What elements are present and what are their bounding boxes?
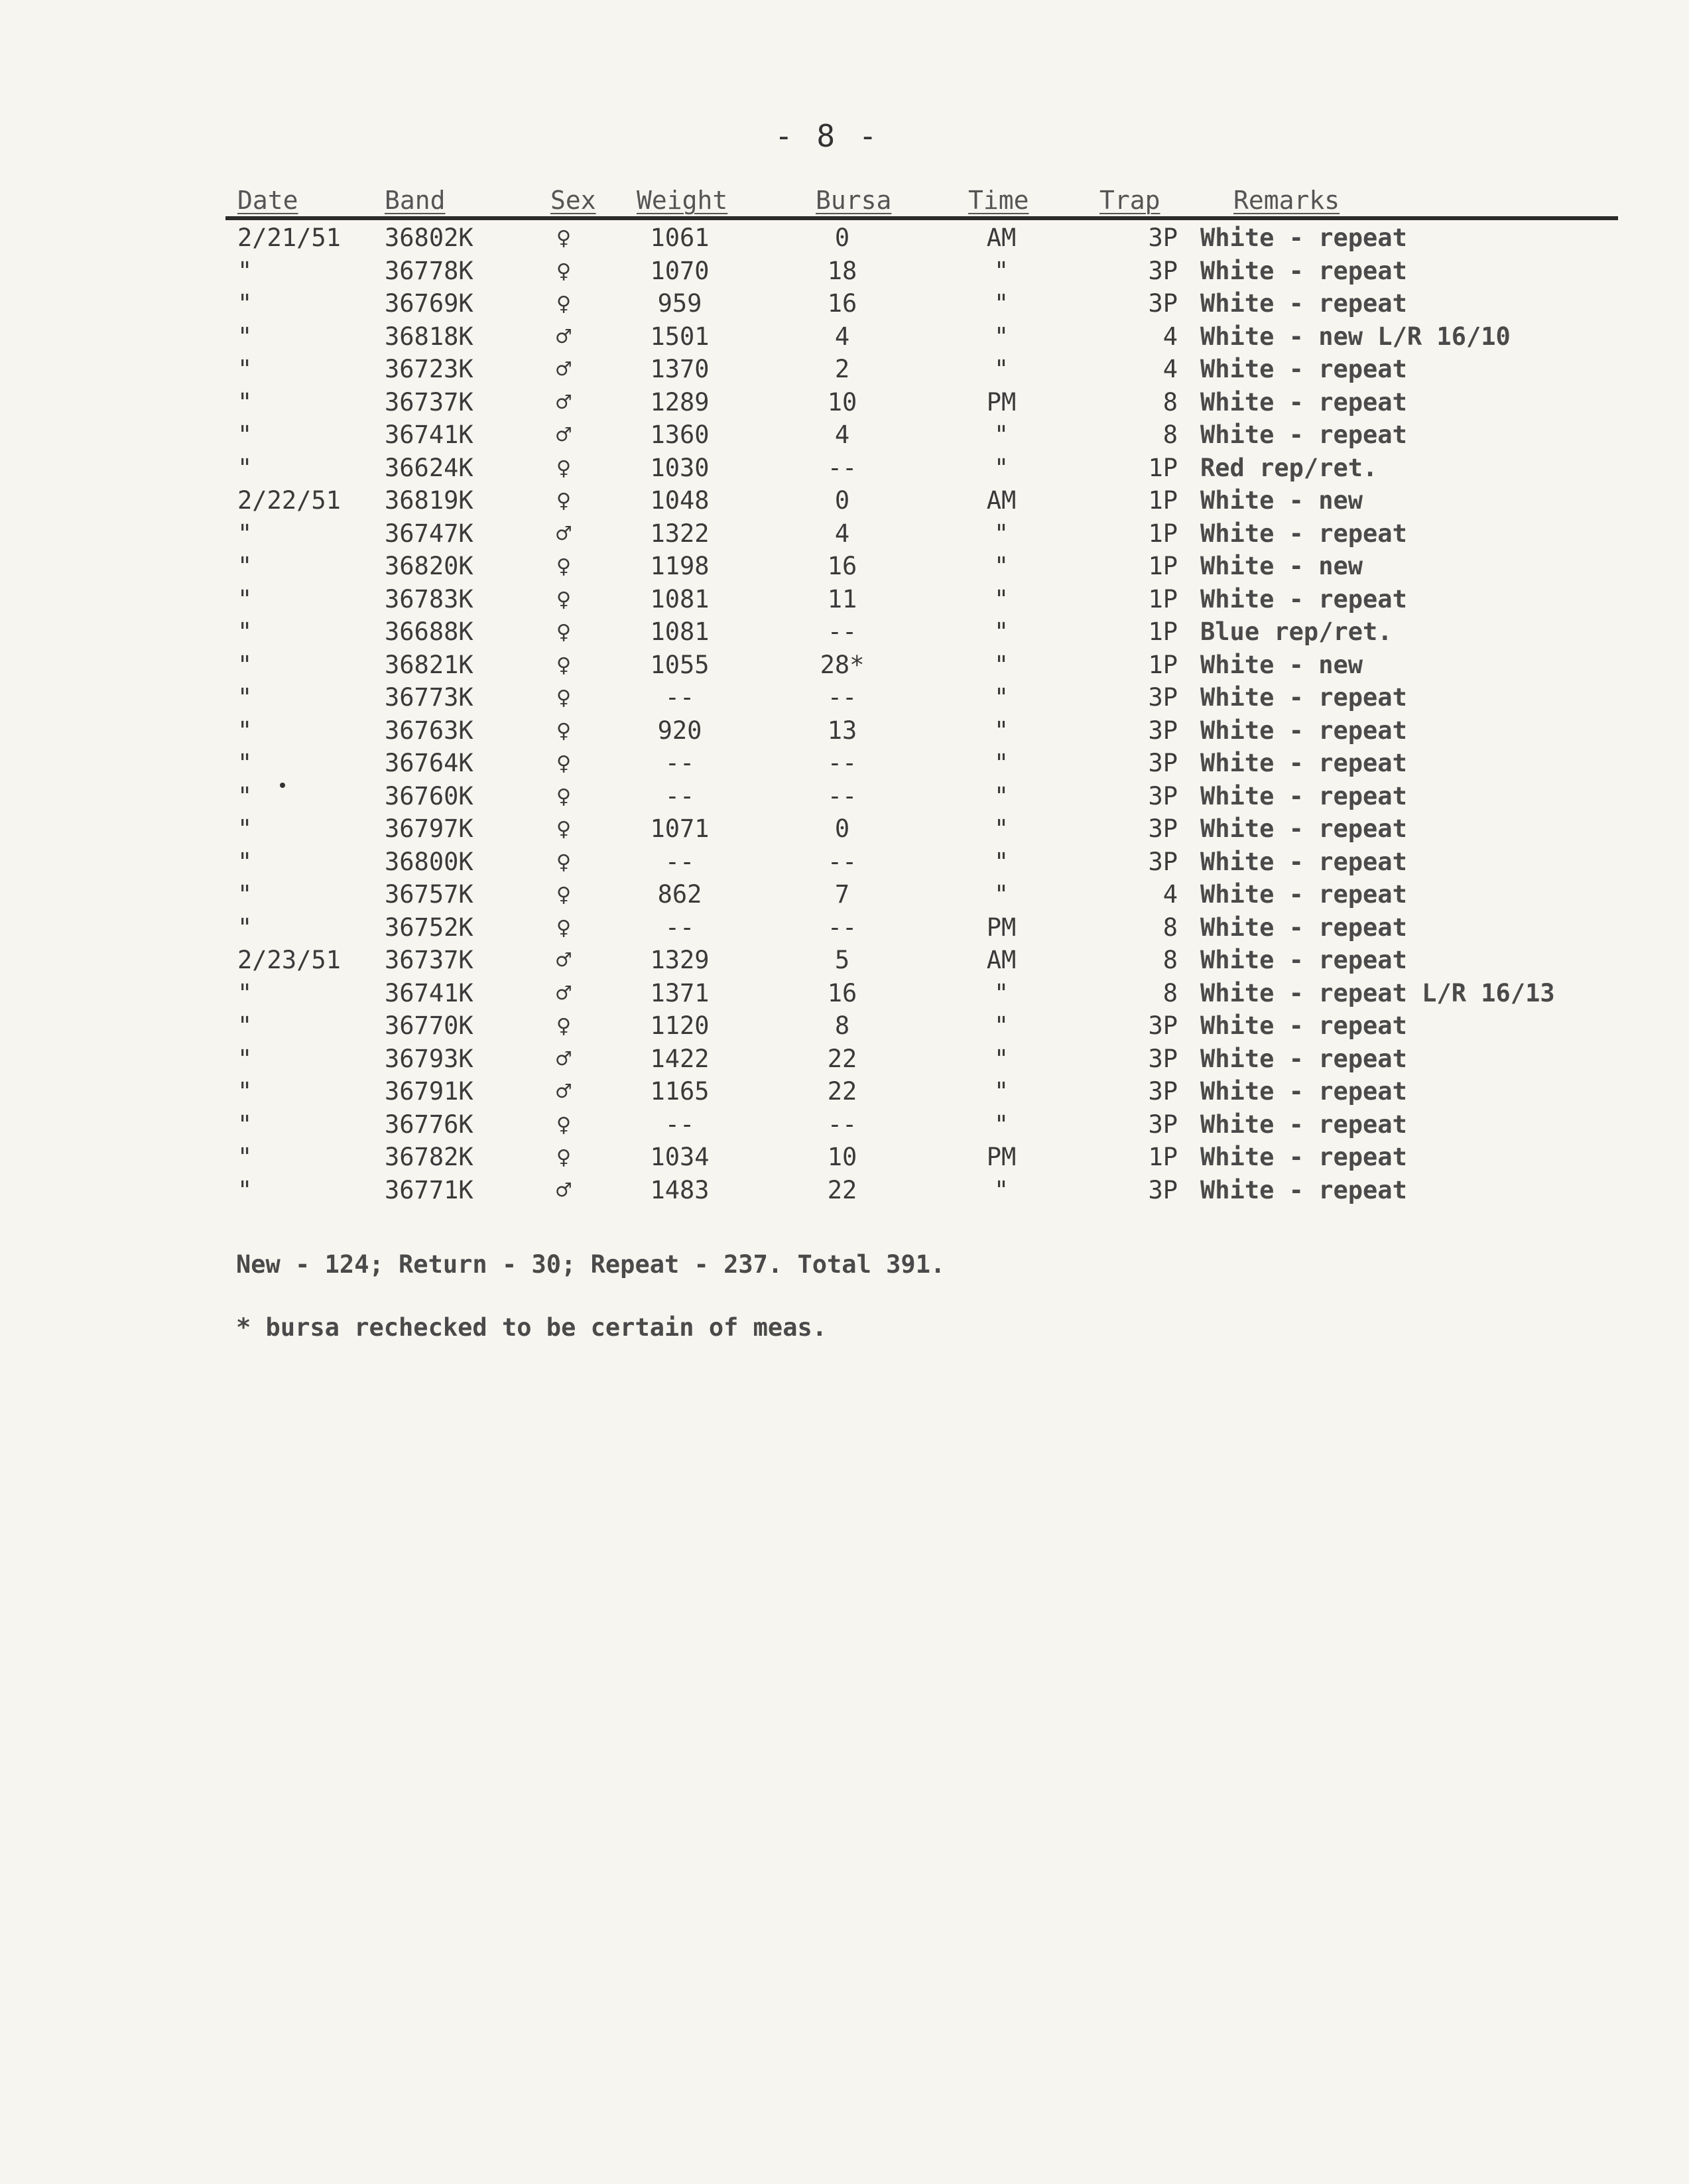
cell-sex: ♀	[556, 650, 572, 679]
cell-trap: 3P	[1148, 847, 1178, 876]
cell-bursa: 22	[827, 1077, 857, 1106]
cell-time: "	[993, 978, 1009, 1007]
cell-bursa: 4	[834, 420, 850, 449]
cell-sex: ♀	[556, 913, 572, 942]
cell-sex: ♀	[556, 749, 572, 777]
cell-remarks: White - repeat	[1200, 355, 1407, 383]
table-row	[225, 911, 1618, 944]
cell-trap: 8	[1162, 913, 1178, 942]
cell-weight: --	[664, 847, 695, 876]
cell-weight: 1034	[650, 1143, 710, 1171]
cell-sex: ♀	[556, 552, 572, 580]
cell-remarks: White - new	[1200, 486, 1363, 515]
table-row	[225, 386, 1618, 419]
cell-weight: 959	[657, 289, 702, 318]
cell-date: "	[237, 814, 253, 843]
cell-date: 2/22/51	[237, 486, 341, 515]
cell-bursa: 18	[827, 256, 857, 285]
header-time: Time	[968, 186, 1029, 215]
cell-time: "	[993, 256, 1009, 285]
table-body	[225, 222, 1618, 1206]
cell-bursa: 4	[834, 519, 850, 548]
cell-sex: ♀	[556, 617, 572, 646]
cell-trap: 3P	[1148, 1077, 1178, 1106]
cell-date: "	[237, 552, 253, 580]
table-row	[225, 255, 1618, 288]
cell-bursa: 13	[827, 716, 857, 745]
table-row	[225, 484, 1618, 517]
cell-remarks: White - repeat	[1200, 256, 1407, 285]
cell-date: "	[237, 453, 253, 482]
table-row	[225, 846, 1618, 879]
cell-weight: 1070	[650, 256, 710, 285]
cell-remarks: White - repeat	[1200, 1044, 1407, 1073]
cell-weight: 920	[657, 716, 702, 745]
table-row	[225, 747, 1618, 780]
cell-bursa: --	[827, 749, 857, 777]
table-header-row	[225, 186, 1618, 220]
cell-bursa: 0	[834, 486, 850, 515]
footnote: * bursa rechecked to be certain of meas.	[236, 1313, 828, 1342]
cell-remarks: White - repeat	[1200, 749, 1407, 777]
cell-remarks: White - repeat	[1200, 584, 1407, 613]
cell-date: "	[237, 847, 253, 876]
cell-sex: ♂	[556, 946, 572, 974]
cell-time: "	[993, 650, 1009, 679]
cell-trap: 3P	[1148, 256, 1178, 285]
cell-trap: 3P	[1148, 1175, 1178, 1204]
cell-date: "	[237, 978, 253, 1007]
cell-remarks: White - new	[1200, 650, 1363, 679]
table-row	[225, 320, 1618, 353]
header-bursa: Bursa	[816, 186, 892, 215]
cell-weight: --	[664, 1110, 695, 1139]
cell-sex: ♀	[556, 814, 572, 843]
cell-trap: 1P	[1148, 453, 1178, 482]
cell-band: 36741K	[385, 420, 473, 449]
table-row	[225, 714, 1618, 747]
cell-band: 36757K	[385, 880, 473, 909]
cell-trap: 8	[1162, 387, 1178, 417]
cell-remarks: White - repeat	[1200, 1143, 1407, 1171]
cell-trap: 3P	[1148, 224, 1178, 252]
cell-band: 36791K	[385, 1077, 473, 1106]
cell-weight: 1371	[650, 978, 710, 1007]
cell-trap: 3P	[1148, 1110, 1178, 1139]
cell-trap: 1P	[1148, 486, 1178, 515]
table-row	[225, 1075, 1618, 1108]
cell-time: AM	[986, 946, 1017, 974]
cell-bursa: --	[827, 617, 857, 646]
cell-sex: ♀	[556, 224, 572, 252]
cell-bursa: 28*	[820, 650, 865, 679]
cell-date: "	[237, 716, 253, 745]
cell-trap: 3P	[1148, 716, 1178, 745]
cell-time: AM	[986, 224, 1017, 252]
cell-band: 36818K	[385, 322, 473, 351]
cell-time: "	[993, 1077, 1009, 1106]
cell-band: 36797K	[385, 814, 473, 843]
cell-time: "	[993, 1110, 1009, 1139]
cell-trap: 3P	[1148, 749, 1178, 777]
cell-time: "	[993, 1044, 1009, 1073]
cell-time: "	[993, 847, 1009, 876]
cell-trap: 3P	[1148, 1044, 1178, 1073]
cell-remarks: White - repeat	[1200, 387, 1407, 417]
cell-band: 36770K	[385, 1011, 473, 1040]
cell-sex: ♂	[556, 978, 572, 1007]
cell-trap: 3P	[1148, 1011, 1178, 1040]
table-row	[225, 977, 1618, 1010]
cell-band: 36771K	[385, 1175, 473, 1204]
cell-remarks: White - repeat	[1200, 814, 1407, 843]
header-date: Date	[237, 186, 298, 215]
cell-sex: ♀	[556, 1011, 572, 1040]
table-row	[225, 1141, 1618, 1174]
cell-time: "	[993, 355, 1009, 383]
cell-weight: 1081	[650, 584, 710, 613]
cell-time: "	[993, 814, 1009, 843]
table-row	[225, 452, 1618, 485]
cell-bursa: 22	[827, 1044, 857, 1073]
cell-time: PM	[986, 1143, 1017, 1171]
cell-trap: 3P	[1148, 814, 1178, 843]
cell-band: 36737K	[385, 946, 473, 974]
cell-weight: 1055	[650, 650, 710, 679]
cell-date: "	[237, 584, 253, 613]
cell-trap: 3P	[1148, 683, 1178, 712]
cell-weight: 1370	[650, 355, 710, 383]
cell-weight: 1198	[650, 552, 710, 580]
cell-date: "	[237, 880, 253, 909]
cell-band: 36741K	[385, 978, 473, 1007]
cell-band: 36764K	[385, 749, 473, 777]
cell-band: 36821K	[385, 650, 473, 679]
cell-bursa: 11	[827, 584, 857, 613]
cell-sex: ♀	[556, 1143, 572, 1171]
table-row	[225, 287, 1618, 320]
cell-remarks: White - repeat	[1200, 519, 1407, 548]
cell-date: "	[237, 1077, 253, 1106]
cell-date: "	[237, 519, 253, 548]
cell-remarks: White - repeat	[1200, 683, 1407, 712]
cell-bursa: --	[827, 847, 857, 876]
cell-time: "	[993, 617, 1009, 646]
cell-bursa: 0	[834, 224, 850, 252]
cell-time: "	[993, 289, 1009, 318]
cell-date: "	[237, 749, 253, 777]
cell-weight: 1120	[650, 1011, 710, 1040]
table-row	[225, 878, 1618, 911]
cell-time: "	[993, 716, 1009, 745]
cell-date: "	[237, 322, 253, 351]
cell-trap: 1P	[1148, 584, 1178, 613]
cell-band: 36800K	[385, 847, 473, 876]
table-row	[225, 583, 1618, 616]
cell-bursa: 16	[827, 289, 857, 318]
cell-band: 36819K	[385, 486, 473, 515]
cell-band: 36802K	[385, 224, 473, 252]
cell-bursa: --	[827, 683, 857, 712]
cell-sex: ♀	[556, 486, 572, 515]
cell-trap: 4	[1162, 880, 1178, 909]
cell-trap: 4	[1162, 322, 1178, 351]
stray-ink-dot	[280, 783, 285, 788]
cell-weight: 1501	[650, 322, 710, 351]
cell-trap: 1P	[1148, 650, 1178, 679]
cell-time: AM	[986, 486, 1017, 515]
cell-sex: ♂	[556, 322, 572, 351]
cell-weight: --	[664, 781, 695, 810]
cell-remarks: White - repeat	[1200, 420, 1407, 449]
cell-sex: ♂	[556, 387, 572, 417]
cell-band: 36769K	[385, 289, 473, 318]
cell-trap: 4	[1162, 355, 1178, 383]
cell-band: 36778K	[385, 256, 473, 285]
cell-date: "	[237, 913, 253, 942]
cell-date: "	[237, 650, 253, 679]
cell-time: "	[993, 683, 1009, 712]
cell-date: "	[237, 1175, 253, 1204]
cell-weight: 1048	[650, 486, 710, 515]
cell-date: 2/21/51	[237, 224, 341, 252]
cell-band: 36776K	[385, 1110, 473, 1139]
cell-bursa: 22	[827, 1175, 857, 1204]
cell-date: "	[237, 617, 253, 646]
cell-weight: 1322	[650, 519, 710, 548]
cell-sex: ♂	[556, 355, 572, 383]
cell-band: 36624K	[385, 453, 473, 482]
table-row	[225, 517, 1618, 550]
cell-sex: ♀	[556, 584, 572, 613]
cell-trap: 3P	[1148, 289, 1178, 318]
cell-weight: 1289	[650, 387, 710, 417]
cell-trap: 1P	[1148, 552, 1178, 580]
table-row	[225, 418, 1618, 452]
table-row	[225, 353, 1618, 386]
cell-remarks: White - repeat	[1200, 946, 1407, 974]
cell-time: "	[993, 1011, 1009, 1040]
cell-remarks: White - repeat	[1200, 847, 1407, 876]
cell-weight: 1483	[650, 1175, 710, 1204]
cell-date: "	[237, 1011, 253, 1040]
cell-sex: ♀	[556, 453, 572, 482]
cell-remarks: White - new L/R 16/10	[1200, 322, 1511, 351]
cell-date: "	[237, 387, 253, 417]
cell-time: "	[993, 519, 1009, 548]
cell-weight: 1422	[650, 1044, 710, 1073]
cell-band: 36820K	[385, 552, 473, 580]
cell-sex: ♀	[556, 716, 572, 745]
cell-weight: 862	[657, 880, 702, 909]
cell-band: 36763K	[385, 716, 473, 745]
cell-band: 36782K	[385, 1143, 473, 1171]
header-sex: Sex	[550, 186, 596, 215]
cell-bursa: --	[827, 913, 857, 942]
cell-sex: ♀	[556, 1110, 572, 1139]
cell-remarks: White - repeat	[1200, 1077, 1407, 1106]
cell-date: "	[237, 781, 253, 810]
cell-bursa: 16	[827, 552, 857, 580]
cell-trap: 3P	[1148, 781, 1178, 810]
table-row	[225, 1174, 1618, 1207]
cell-date: "	[237, 355, 253, 383]
cell-weight: 1165	[650, 1077, 710, 1106]
cell-time: "	[993, 1175, 1009, 1204]
cell-trap: 1P	[1148, 617, 1178, 646]
cell-bursa: --	[827, 781, 857, 810]
cell-bursa: 8	[834, 1011, 850, 1040]
cell-time: "	[993, 781, 1009, 810]
cell-weight: 1030	[650, 453, 710, 482]
cell-remarks: White - repeat	[1200, 716, 1407, 745]
cell-bursa: 4	[834, 322, 850, 351]
cell-sex: ♂	[556, 1175, 572, 1204]
cell-remarks: Red rep/ret.	[1200, 453, 1378, 482]
cell-sex: ♀	[556, 781, 572, 810]
cell-date: "	[237, 1044, 253, 1073]
cell-weight: --	[664, 749, 695, 777]
cell-band: 36783K	[385, 584, 473, 613]
table-row	[225, 1009, 1618, 1043]
cell-time: "	[993, 749, 1009, 777]
cell-sex: ♂	[556, 1077, 572, 1106]
table-row	[225, 681, 1618, 714]
cell-bursa: 10	[827, 387, 857, 417]
cell-remarks: White - new	[1200, 552, 1363, 580]
cell-remarks: White - repeat	[1200, 1175, 1407, 1204]
cell-band: 36737K	[385, 387, 473, 417]
cell-sex: ♂	[556, 1044, 572, 1073]
cell-weight: --	[664, 913, 695, 942]
table-row	[225, 550, 1618, 583]
cell-band: 36773K	[385, 683, 473, 712]
cell-weight: 1071	[650, 814, 710, 843]
cell-weight: 1360	[650, 420, 710, 449]
cell-bursa: 10	[827, 1143, 857, 1171]
cell-trap: 1P	[1148, 519, 1178, 548]
cell-date: "	[237, 420, 253, 449]
cell-bursa: 16	[827, 978, 857, 1007]
table-row	[225, 649, 1618, 682]
cell-bursa: 7	[834, 880, 850, 909]
cell-time: PM	[986, 913, 1017, 942]
cell-time: PM	[986, 387, 1017, 417]
cell-remarks: White - repeat	[1200, 880, 1407, 909]
cell-date: 2/23/51	[237, 946, 341, 974]
table-row	[225, 1108, 1618, 1141]
cell-sex: ♂	[556, 519, 572, 548]
cell-remarks: White - repeat	[1200, 1011, 1407, 1040]
cell-weight: 1061	[650, 224, 710, 252]
cell-trap: 8	[1162, 946, 1178, 974]
cell-bursa: 5	[834, 946, 850, 974]
table-row	[225, 615, 1618, 649]
cell-sex: ♂	[556, 420, 572, 449]
cell-remarks: White - repeat	[1200, 781, 1407, 810]
cell-time: "	[993, 584, 1009, 613]
cell-time: "	[993, 322, 1009, 351]
cell-date: "	[237, 683, 253, 712]
cell-band: 36752K	[385, 913, 473, 942]
cell-date: "	[237, 1143, 253, 1171]
cell-time: "	[993, 453, 1009, 482]
cell-time: "	[993, 880, 1009, 909]
cell-band: 36760K	[385, 781, 473, 810]
cell-date: "	[237, 1110, 253, 1139]
cell-trap: 1P	[1148, 1143, 1178, 1171]
cell-remarks: Blue rep/ret.	[1200, 617, 1393, 646]
cell-band: 36747K	[385, 519, 473, 548]
table-row	[225, 780, 1618, 813]
cell-weight: 1081	[650, 617, 710, 646]
cell-band: 36723K	[385, 355, 473, 383]
cell-time: "	[993, 552, 1009, 580]
cell-band: 36688K	[385, 617, 473, 646]
summary-totals: New - 124; Return - 30; Repeat - 237. Total 391.	[236, 1250, 946, 1279]
cell-bursa: --	[827, 1110, 857, 1139]
cell-bursa: --	[827, 453, 857, 482]
cell-remarks: White - repeat	[1200, 913, 1407, 942]
cell-trap: 8	[1162, 978, 1178, 1007]
header-weight: Weight	[637, 186, 728, 215]
cell-bursa: 0	[834, 814, 850, 843]
cell-sex: ♀	[556, 256, 572, 285]
cell-trap: 8	[1162, 420, 1178, 449]
cell-sex: ♀	[556, 683, 572, 712]
cell-time: "	[993, 420, 1009, 449]
cell-remarks: White - repeat	[1200, 1110, 1407, 1139]
cell-band: 36793K	[385, 1044, 473, 1073]
cell-weight: --	[664, 683, 695, 712]
cell-bursa: 2	[834, 355, 850, 383]
header-remarks: Remarks	[1233, 186, 1340, 215]
cell-sex: ♀	[556, 847, 572, 876]
table-row	[225, 812, 1618, 846]
cell-sex: ♀	[556, 289, 572, 318]
table-row	[225, 222, 1618, 255]
table-row	[225, 944, 1618, 977]
page-number: - 8 -	[775, 118, 880, 154]
header-trap: Trap	[1099, 186, 1160, 215]
header-band: Band	[385, 186, 446, 215]
table-row	[225, 1043, 1618, 1076]
cell-sex: ♀	[556, 880, 572, 909]
cell-remarks: White - repeat	[1200, 289, 1407, 318]
cell-remarks: White - repeat	[1200, 224, 1407, 252]
cell-weight: 1329	[650, 946, 710, 974]
cell-remarks: White - repeat L/R 16/13	[1200, 978, 1555, 1007]
cell-date: "	[237, 256, 253, 285]
banding-ledger-table	[225, 186, 1618, 1206]
cell-date: "	[237, 289, 253, 318]
